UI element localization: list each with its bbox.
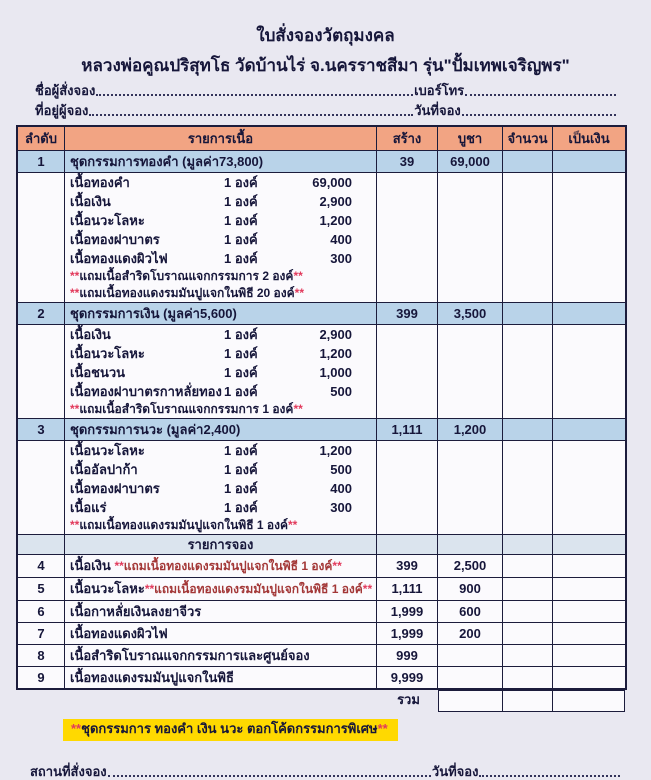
section-made: 1,111 (377, 419, 438, 440)
table-row (18, 645, 625, 667)
detail-line (65, 192, 376, 211)
table-row (18, 601, 625, 623)
asterisks: ** (294, 286, 304, 300)
row-no: 7 (18, 623, 65, 644)
row-amount-cell (553, 601, 625, 622)
material-name: เนื้อทองฝาบาตร (70, 481, 160, 496)
bonus-note (65, 401, 376, 418)
row-no: 9 (18, 667, 65, 688)
page-subtitle: หลวงพ่อคูณปริสุทโธ วัดบ้านไร่ จ.นครราชสีมา รุ่น"ปั้มเทพเจริญพร" (81, 56, 570, 75)
empty-cell (438, 173, 503, 302)
orderer-name-blank (96, 94, 413, 96)
highlight-note (63, 719, 398, 741)
detail-lines (65, 325, 377, 418)
row-quantity-cell (503, 601, 553, 622)
asterisks: ** (70, 402, 80, 416)
section-amount-cell (553, 419, 625, 440)
section-made: 399 (377, 303, 438, 324)
footer-date-blank (479, 775, 620, 777)
empty-cell (503, 535, 553, 554)
row-made: 1,111 (377, 578, 438, 600)
asterisks: ** (293, 269, 303, 283)
section-detail-block-silver (18, 325, 625, 419)
material-name: เนื้อทองแดงผิวไฟ (70, 626, 168, 641)
table-row (18, 555, 625, 578)
row-quantity-cell (503, 623, 553, 644)
row-price: 2,500 (438, 555, 503, 577)
row-made: 999 (377, 645, 438, 666)
orderer-name-label: ชื่อผู้สั่งจอง (35, 83, 96, 98)
order-date-label: วันที่จอง (414, 103, 461, 118)
total-label: รวม (397, 692, 420, 707)
material-name: เนื้อทองฝาบาตรกาหลั่ยทอง (70, 384, 222, 399)
asterisks: ** (114, 559, 124, 573)
section-detail-block-gold (18, 173, 625, 303)
row-no: 5 (18, 578, 65, 600)
material-qty: 1 องค์ (224, 213, 258, 228)
total-quantity-cell (503, 690, 553, 712)
detail-line (65, 479, 376, 498)
total-row (379, 690, 651, 712)
address-blank (89, 114, 413, 116)
material-price: 300 (330, 251, 352, 266)
order-table (16, 125, 627, 690)
header-order-no: ลำดับ (18, 127, 65, 150)
row-quantity-cell (503, 578, 553, 600)
empty-cell (377, 173, 438, 302)
bonus-note-text: แถมเนื้อทองแดงรมมันปูแจกในพิธี 20 องค์ (79, 286, 295, 300)
material-price: 500 (330, 384, 352, 399)
row-quantity-cell (503, 645, 553, 666)
empty-cell (503, 441, 553, 534)
section-quantity-cell (503, 303, 553, 324)
footer-date-label: วันที่จอง (431, 764, 479, 779)
row-material (65, 555, 377, 577)
material-qty: 1 องค์ (224, 384, 258, 399)
material-price: 400 (330, 232, 352, 247)
material-qty: 1 องค์ (224, 232, 258, 247)
bonus-note-inline (145, 582, 372, 596)
row-price: 200 (438, 623, 503, 644)
row-price (438, 667, 503, 688)
section-price: 1,200 (438, 419, 503, 440)
bonus-note-text: แถมเนื้อทองแดงรมมันปูแจกในพิธี 1 องค์ (79, 518, 288, 532)
row-made: 1,999 (377, 623, 438, 644)
empty-cell (377, 325, 438, 418)
table-row (18, 623, 625, 645)
row-amount-cell (553, 623, 625, 644)
row-no: 4 (18, 555, 65, 577)
row-made: 1,999 (377, 601, 438, 622)
material-qty: 1 องค์ (224, 194, 258, 209)
bonus-note-text: แถมเนื้อสำริดโบราณแจกกรรมการ 2 องค์ (79, 269, 294, 283)
empty-cell (18, 325, 65, 418)
row-amount-cell (553, 555, 625, 577)
empty-cell (438, 535, 503, 554)
detail-lines (65, 173, 377, 302)
bonus-note (65, 285, 376, 302)
detail-line (65, 173, 376, 192)
detail-line (65, 211, 376, 230)
row-material (65, 578, 377, 600)
detail-line (65, 498, 376, 517)
bonus-note-text: แถมเนื้อทองแดงรมมันปูแจกในพิธี 1 องค์ (123, 559, 333, 573)
material-price: 300 (330, 500, 352, 515)
material-price: 1,000 (319, 365, 352, 380)
empty-cell (18, 173, 65, 302)
material-price: 1,200 (319, 213, 352, 228)
material-name: เนื้อชนวน (70, 365, 126, 380)
phone-label: เบอร์โทร (414, 83, 465, 98)
material-name: เนื้อทองฝาบาตร (70, 232, 160, 247)
order-place-label: สถานที่สั่งจอง (30, 764, 107, 779)
empty-cell (438, 325, 503, 418)
order-place-blank (108, 775, 431, 777)
bonus-note-text: แถมเนื้อทองแดงรมมันปูแจกในพิธี 1 องค์ (154, 582, 363, 596)
header-made: สร้าง (377, 127, 438, 150)
material-price: 400 (330, 481, 352, 496)
material-qty: 1 องค์ (224, 346, 258, 361)
material-name: เนื้อแร่ (70, 500, 107, 515)
material-qty: 1 องค์ (224, 481, 258, 496)
section-quantity-cell (503, 151, 553, 172)
row-price: 600 (438, 601, 503, 622)
empty-cell (553, 173, 625, 302)
material-price: 1,200 (319, 443, 352, 458)
asterisks: ** (332, 559, 342, 573)
section-quantity-cell (503, 419, 553, 440)
section-no: 1 (18, 151, 65, 172)
row-no: 6 (18, 601, 65, 622)
asterisks: ** (144, 582, 155, 596)
address-label: ที่อยู่ผู้จอง (35, 103, 89, 118)
row-material (65, 623, 377, 644)
orderer-line (35, 82, 617, 99)
phone-blank (465, 94, 616, 96)
bonus-note (65, 517, 376, 534)
empty-cell (377, 535, 438, 554)
section-made: 39 (377, 151, 438, 172)
material-name: เนื้อนวะโลหะ (70, 443, 145, 458)
row-made: 399 (377, 555, 438, 577)
header-price: บูชา (438, 127, 503, 150)
row-price (438, 645, 503, 666)
order-date-blank (462, 114, 616, 116)
material-qty: 1 องค์ (224, 462, 258, 477)
asterisks: ** (293, 402, 303, 416)
material-name: เนื้อเงิน (70, 558, 115, 573)
material-name: เนื้อทองคำ (70, 175, 130, 190)
asterisks: ** (377, 721, 388, 736)
section-no: 2 (18, 303, 65, 324)
material-name: เนื้อกาหลั่ยเงินลงยาจีวร (70, 604, 202, 619)
detail-line (65, 441, 376, 460)
material-name: เนื้อนวะโลหะ (70, 346, 145, 361)
header-quantity: จำนวน (503, 127, 553, 150)
row-quantity-cell (503, 667, 553, 688)
order-form-sheet (0, 22, 651, 780)
page-title: ใบสั่งจองวัตถุมงคล (256, 26, 395, 45)
empty-cell (18, 441, 65, 534)
row-amount-cell (553, 645, 625, 666)
empty-cell (377, 441, 438, 534)
asterisks: ** (70, 286, 80, 300)
material-qty: 1 องค์ (224, 327, 258, 342)
asterisks: ** (71, 721, 82, 736)
section-title: ชุดกรรมการเงิน (มูลค่า5,600) (65, 303, 377, 324)
material-price: 1,200 (319, 346, 352, 361)
detail-line (65, 382, 376, 401)
table-header-row (18, 127, 625, 151)
row-quantity-cell (503, 555, 553, 577)
asterisks: ** (362, 582, 373, 596)
detail-line (65, 344, 376, 363)
material-price: 2,900 (319, 194, 352, 209)
section-no: 3 (18, 419, 65, 440)
asterisks: ** (70, 269, 80, 283)
material-name: เนื้ออัลปาก้า (70, 462, 138, 477)
empty-cell (553, 535, 625, 554)
row-material (65, 645, 377, 666)
row-price: 900 (438, 578, 503, 600)
section-title: ชุดกรรมการทองคำ (มูลค่า73,800) (65, 151, 377, 172)
total-price-cell (438, 690, 503, 712)
header-material-list: รายการเนื้อ (65, 127, 377, 150)
detail-line (65, 325, 376, 344)
material-name: เนื้อทองแดงรมมันปูแจกในพิธี (70, 670, 234, 685)
asterisks: ** (70, 518, 80, 532)
material-qty: 1 องค์ (224, 443, 258, 458)
section-amount-cell (553, 151, 625, 172)
section-price: 69,000 (438, 151, 503, 172)
booking-section-row (18, 535, 625, 555)
material-qty: 1 องค์ (224, 365, 258, 380)
row-no: 8 (18, 645, 65, 666)
table-row (18, 578, 625, 601)
detail-line (65, 363, 376, 382)
material-price: 500 (330, 462, 352, 477)
empty-cell (503, 325, 553, 418)
bonus-note-inline (114, 559, 341, 573)
row-material (65, 601, 377, 622)
section-amount-cell (553, 303, 625, 324)
section-price: 3,500 (438, 303, 503, 324)
empty-cell (18, 535, 65, 554)
bonus-note-text: แถมเนื้อสำริดโบราณแจกกรรมการ 1 องค์ (79, 402, 294, 416)
empty-cell (553, 325, 625, 418)
detail-line (65, 460, 376, 479)
material-name: เนื้อนวะโลหะ (70, 581, 145, 596)
material-price: 2,900 (319, 327, 352, 342)
material-price: 69,000 (312, 175, 352, 190)
empty-cell (503, 173, 553, 302)
order-place-line (30, 763, 621, 780)
bonus-note (65, 268, 376, 285)
empty-cell (553, 441, 625, 534)
empty-cell (438, 441, 503, 534)
table-row (18, 667, 625, 688)
row-amount-cell (553, 578, 625, 600)
section-row-silver-set (18, 303, 625, 325)
row-made: 9,999 (377, 667, 438, 688)
material-name: เนื้อนวะโลหะ (70, 213, 145, 228)
material-name: เนื้อเงิน (70, 327, 111, 342)
detail-line (65, 230, 376, 249)
section-row-gold-set (18, 151, 625, 173)
row-material (65, 667, 377, 688)
address-line (35, 102, 617, 119)
booking-section-title: รายการจอง (65, 535, 377, 554)
material-qty: 1 องค์ (224, 251, 258, 266)
material-name: เนื้อเงิน (70, 194, 111, 209)
header-amount: เป็นเงิน (553, 127, 625, 150)
total-amount-cell (553, 690, 625, 712)
section-title: ชุดกรรมการนวะ (มูลค่า2,400) (65, 419, 377, 440)
material-name: เนื้อทองแดงผิวไฟ (70, 251, 168, 266)
section-detail-block-nava (18, 441, 625, 535)
highlight-note-text: ชุดกรรมการ ทองคำ เงิน นวะ ตอกโค้ดกรรมการพิเศษ (81, 721, 378, 736)
asterisks: ** (287, 518, 298, 532)
material-name: เนื้อสำริดโบราณแจกกรรมการและศูนย์จอง (70, 648, 310, 663)
detail-lines (65, 441, 377, 534)
section-row-nava-set (18, 419, 625, 441)
detail-line (65, 249, 376, 268)
material-qty: 1 องค์ (224, 175, 258, 190)
material-qty: 1 องค์ (224, 500, 258, 515)
row-amount-cell (553, 667, 625, 688)
